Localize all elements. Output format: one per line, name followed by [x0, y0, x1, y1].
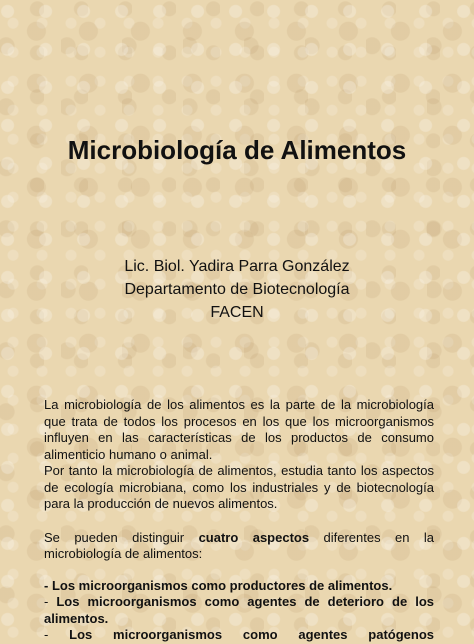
aspect-item-pathogens-dash: - — [44, 627, 70, 642]
aspect-item-spoilage-dash: - — [44, 594, 57, 609]
author-name: Lic. Biol. Yadira Parra González — [124, 258, 350, 275]
aspect-item-pathogens-text: Los microorganismos como agentes patógenos — [69, 627, 434, 642]
aspects-intro-post: diferentes en la microbiología de alimentos: — [44, 529, 434, 561]
paragraph-scope: Por tanto la microbiología de alimentos, estudia tanto los aspectos de ecología microbiana, como los industriales y de biotecnología para la producción de nuevos alimentos. — [44, 463, 434, 511]
paragraph-aspects-intro — [44, 530, 434, 563]
aspects-intro-pre: Se pueden distinguir — [44, 529, 199, 545]
paragraph-definition: La microbiología de los alimentos es la parte de la microbiología que trata de todos los procesos en los que los microorganismos influyen en las características de los productos de consumo alimenticio humano o animal. — [44, 397, 434, 462]
aspect-item-spoilage-text: Los microorganismos como agentes de deterioro de los alimentos. — [44, 594, 434, 626]
page-title: Microbiología de Alimentos — [67, 135, 407, 165]
body-text — [44, 397, 434, 644]
aspect-item-spoilage — [44, 594, 434, 627]
aspect-item-pathogens — [44, 627, 434, 644]
author-block — [0, 255, 474, 324]
author-department: Departamento de Biotecnología — [124, 281, 350, 298]
author-faculty: FACEN — [210, 304, 264, 321]
aspects-intro-bold: cuatro aspectos — [198, 529, 310, 545]
aspect-item-producers: - Los microorganismos como productores de alimentos. — [44, 577, 393, 593]
